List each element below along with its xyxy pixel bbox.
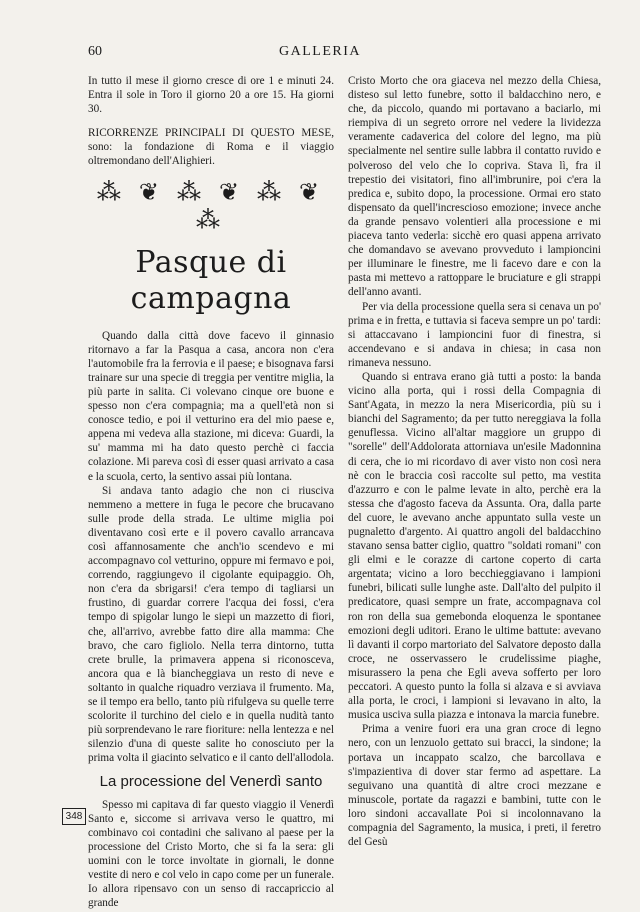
section-subheading: La processione del Venerdì santo — [99, 773, 323, 791]
article-paragraph: Si andava tanto adagio che non ci riusciva nemmeno a mettere in fuga le pecore che brucavano sulle prode della strada. Le ultime miglia poi diventavano così erte e il povero cavallo arrancava così affannosamente che anch'io scendevo e mi accompagnavo col vetturino, oppure mi fermavo e poi, correndo, raggiungevo il cigolante equipaggio. Oh, non c'era da sbrigarsi! c'era tempo di tagliarsi un frustino, di guardar correre l'acqua dei fossi, c'era tempo di spigolar lungo le siepi un mazzetto di fiori, che, all'arrivo, avrebbe fatto dire alla mamma: Che bravo, che caro figliolo. Nella terra dintorno, tutta crete brulle, la primavera appena si riconosceva, ancora qua e là biancheggiava un resto di neve e soltanto in qualche riquadro verziava il frumento. Ma, se il tempo era bello, tanto più rifulgeva su quelle terre scolorite il turchino del cielo e in quella nudità tanto più sorprendevano le rare fioriture: nella lentezza e nel silenzio d'una di queste salite ho conosciuto per la prima volta il giacinto selvatico e il canto dell'allodola. — [88, 484, 334, 765]
ricorrenze-text: RICORRENZE PRINCIPALI DI QUESTO MESE, sono: la fondazione di Roma e il viaggio oltremondano dell'Alighieri. — [88, 127, 334, 168]
article-paragraph: Cristo Morto che ora giaceva nel mezzo della Chiesa, disteso sul letto funebre, sotto il baldacchino nero, e che, da piccolo, quando mi portavano a baciarlo, mi riempiva di un segreto orrore nel vedere la lividezza veramente cadaverica del colore del legno, ma più specialmente nel sentire sulle labbra il contatto ruvido e polveroso del velo che lo copriva. Stava lì, fra il trepestio dei visitatori, fino all'imbrunire, poi c'era la predica e, subito dopo, la processione. Ormai ero stato dispensato da quell'increscioso emozione; invece anche da grande pensavo volentieri alla processione e mi piaceva tanto vederla: sicchè ero quasi appena arrivato che domandavo se avevano provveduto i lampioncini per illuminare le finestre, me li facevo dare e con la pasta mi mettevo a rattoppare le bruciature e gli strappi dell'anno avanti. — [348, 75, 601, 299]
article-paragraph: Prima a venire fuori era una gran croce di legno nero, con un lenzuolo gettato sui bracci, la sindone; la portava un incappato scalzo, che barcollava e s'impazientiva di dover star fermo ad aspettare. La seguivano una quantità di altre croci mezzane e minuscole, portate da ragazzi e bambini, tutte con le loro sindoni accavallate Poi si incolonnavano la compagnia del Sagramento, la musica, i preti, il feretro del Gesù — [348, 723, 601, 849]
running-title: GALLERIA — [279, 44, 361, 59]
page-number: 60 — [88, 44, 102, 59]
almanac-text: In tutto il mese il giorno cresce di ore 1 e minuti 24. Entra il sole in Toro il giorno 20 a ore 15. Ha giorni 30. — [88, 75, 334, 116]
right-column — [348, 74, 601, 849]
article-title: Pasque di campagna — [130, 244, 292, 316]
article-paragraph: Per via della processione quella sera si cenava un po' prima e in fretta, e tuttavia si faceva sempre un po' tardi: si attaccavano i lampioncini fuor di finestra, si accendevano e si andava in chiesa; in casa non rimaneva nessuno. — [348, 300, 601, 369]
margin-page-marker: 348 — [62, 808, 86, 825]
article-paragraph: Spesso mi capitava di far questo viaggio il Venerdì Santo e, siccome si arrivava verso le quattro, mi combinavo coi contadini che salivano al paese per la processione del Cristo Morto, che si fa la sera: gli uomini con le torce involtate in giornali, le donne vestite di nero e col velo in capo come per un funerale. Io allora ripensavo con un senso di raccapriccio al grande — [88, 798, 334, 910]
article-paragraph: Quando si entrava erano già tutti a posto: la banda vicino alla porta, qui i rossi della Compagnia di Sant'Agata, in mezzo la nera Misericordia, più su i bianchi del Sagramento; da per tutto nereggiava la folla genuflessa. Vicino all'altar maggiore un gruppo di "sorelle" dell'Addolorata attorniava un'esile Madonnina di cera, che io mi ricordavo di aver visto non così nera nè con le braccia così raccolte sul petto, ma vestita d'azzurro e con le palme levate in alto, perchè era la stessa che d'agosto faceva da Assunta. Ora, dalla parte del cuore, le avevano anche appuntato sulla veste un pugnaletto d'argento. Ai quattro angoli del baldacchino stavano sensa batter ciglio, quattro "soldati romani" con gli elmi e le corazze di cartone coperto di carta argentata; vicino a loro becchieggiavano i lampioni funebri, bilicati sulle lunghe aste. Dall'alto del pulpito il predicatore, quasi sempre un frate, accompagnava col ron ron della sua gemebonda eloquenza le spontanee emozioni degli uditori. Erano le ultime battute: avevano lì davanti il corpo martoriato del Salvatore deposto dalla croce, ne osservassero le crudelissime piaghe, misurassero la pena che Egli aveva sofferto per loro peccatori. A questo punto la folla si alzava e si avviava alla porta, le croci, i lampioni si levavano in alto, la musica usciva sulla piazza e intonava la marcia funebre. — [348, 370, 601, 722]
decorative-ornament: ⁂ ❦ ⁂ ❦ ⁂ ❦ ⁂ — [96, 179, 326, 234]
article-paragraph: Quando dalla città dove facevo il ginnasio ritornavo a far la Pasqua a casa, ancora non c'era l'automobile fra la ferrovia e il paese; e bisognava farsi trainare sur una specie di treggia per ventitre miglia, la più parte in salita. Ci volevano cinque ore buone e spesso non c'era compagnia; ma a quell'età non si conosce tedio, e poi il vetturino era del mio paese e, appena mi vedeva alla stazione, mi diceva: Guardi, la su' mamma mi ha dato questo perchè ci faccia colazione. Mi pareva così di esser quasi arrivato a casa e la scuola, certo, la sentivo assai più lontana. — [88, 329, 334, 483]
left-column — [88, 74, 334, 910]
